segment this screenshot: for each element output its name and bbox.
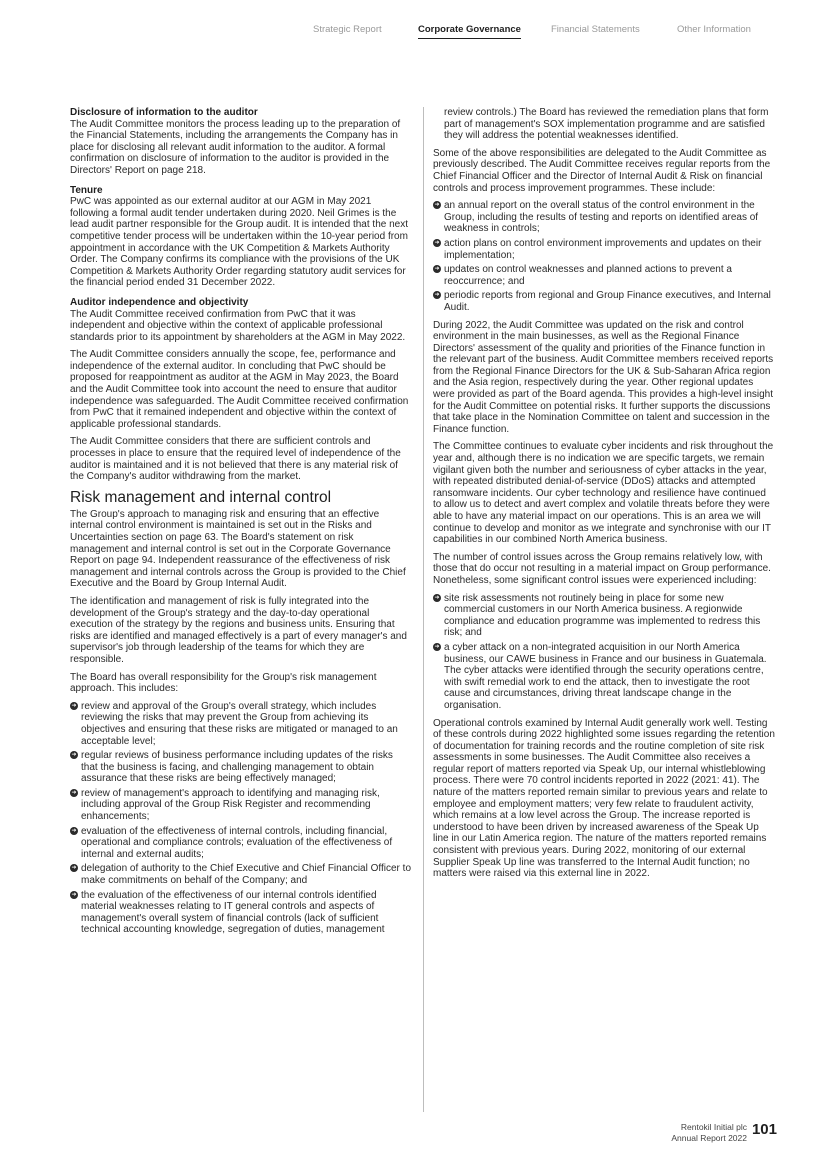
arrow-circle-icon: ➜ (71, 827, 77, 834)
arrow-circle-icon: ➜ (71, 865, 77, 872)
list-item: ➜ an annual report on the overall status of the control environment in the Group, including the results of testing and reports on identified areas of weakness in controls; (434, 200, 759, 235)
left-column (70, 107, 412, 942)
independence-paragraph-1: The Audit Committee received confirmation from PwC that it was independent and objective within the context of applicable professional standards prior to its appointment by shareholders at the AGM in May 2022. (70, 308, 406, 343)
control-issues-list (433, 593, 775, 712)
nav-corporate-governance[interactable]: Corporate Governance (418, 24, 521, 39)
list-item: ➜ review and approval of the Group's overall strategy, which includes reviewing the risks that may prevent the Group from achieving its objectives and ensuring that these risks are mitigated or managed to an acceptable level; (71, 700, 398, 747)
list-item: ➜ delegation of authority to the Chief Executive and Chief Financial Officer to make commitments on behalf of the Company; and (71, 863, 412, 887)
arrow-circle-icon: ➜ (71, 702, 77, 709)
disclosure-heading: Disclosure of information to the auditor (70, 107, 258, 118)
arrow-circle-icon: ➜ (71, 891, 77, 898)
nav-financial-statements[interactable]: Financial Statements (551, 24, 640, 35)
arrow-circle-icon: ➜ (434, 292, 440, 299)
nav-strategic-report[interactable]: Strategic Report (313, 24, 382, 35)
list-item: ➜ evaluation of the effectiveness of internal controls, including financial, operational and compliance controls; evaluation of the effectiveness of internal and external audits; (71, 825, 393, 860)
list-item: ➜ action plans on control environment improvements and updates on their implementation; (434, 237, 762, 261)
list-item: ➜ site risk assessments not routinely being in place for some new commercial customers in our North America business. A regionwide compliance and education programme was implemented to redress this risk; and (434, 592, 761, 639)
page-number: 101 (751, 1121, 777, 1138)
right-paragraph-5: Operational controls examined by Internal Audit generally work well. Testing of these controls during 2022 highlighted some issues regarding the retention of documentation for training records and the routine completion of site risk assessments in some businesses. The Audit Committee also receives a regular report of matters reported via Speak Up, our internal whistleblowing process. There were 70 control incidents reported in 2022 (2021: 41). The nature of the matters reported remain similar to previous years and relate to employee and employment matters; very few relate to fraudulent activity, which remains at a low level across the Group. The increase reported is understood to have been driven by increased awareness of the Speak Up line in our Latin America region. The nature of the matters reported remains consistent with previous years. During 2022, monitoring of our external Supplier Speak Up line was transferred to the Internal Audit function; no matters were raised via this external line in 2022. (433, 717, 775, 880)
risk-section-title: Risk management and internal control (70, 488, 332, 506)
arrow-circle-icon: ➜ (434, 266, 440, 273)
footer-company: Rentokil Initial plc Annual Report 2022 (671, 1122, 747, 1143)
tenure-heading: Tenure (70, 184, 103, 196)
column-divider (423, 107, 424, 1112)
list-item: ➜ a cyber attack on a non-integrated acquisition in our North America business, our CAWE business in France and our business in Guatemala. The cyber attacks were identified through the security operations centre, with swift remedial work to end the attack, then to investigate the root cause and circumstances, driving threat landscape change in the organisation. (434, 641, 767, 711)
risk-paragraph-3: The Board has overall responsibility for the Group's risk management approach. This includes: (70, 671, 377, 695)
right-paragraph-3: The Committee continues to evaluate cyber incidents and risk throughout the year and, although there is no indication we are specific targets, we remain vigilant given both the number and seriousness of cyber attacks in the year, with repeated distributed denial-of-service (DDoS) attacks and attempted ransomware incidents. Our cyber technology and resilience have continued to allow us to detect and avert complex and volatile threats before they were able to have any material impact on our operations. This is an area we will continue to develop and monitor as we integrate and synchronise with our IT capabilities in our combined North America business. (433, 441, 774, 546)
disclosure-text: The Audit Committee monitors the process leading up to the preparation of the Financial Statements, including the arrangements the Company has in place for disclosing all relevant audit information to the auditor. A formal confirmation on disclosure of information to the auditor is provided in the Directors' Report on page 218. (70, 118, 401, 176)
list-item: ➜ regular reviews of business performance including updates of the risks that the business is facing, and challenging management to obtain assurance that these risks are being effectively managed; (71, 750, 393, 785)
top-navigation (0, 24, 825, 40)
board-responsibilities-list (70, 701, 412, 936)
audit-reports-list (433, 200, 775, 313)
list-item: ➜ periodic reports from regional and Group Finance executives, and Internal Audit. (434, 290, 771, 313)
nav-other-information[interactable]: Other Information (677, 24, 751, 35)
right-column (433, 107, 775, 886)
continued-bullet-text: review controls.) The Board has reviewed the remediation plans that form part of management's SOX implementation programme and are satisfied they will address the potential weaknesses identified. (444, 107, 769, 142)
tenure-text: PwC was appointed as our external auditor at our AGM in May 2021 following a formal audit tender undertaken during 2020. Neil Grimes is the lead audit partner responsible for the Group audit. It is intended that the next competitive tender process will be undertaken within the 10-year period from appointment in accordance with the UK Competition & Markets Authority Order. The Company confirms its compliance with the provisions of the UK Competition & Markets Authority Order regarding statutory audit services for the financial period ended 31 December 2022. (70, 196, 408, 289)
independence-paragraph-3: The Audit Committee considers that there are sufficient controls and processes in place to ensure that the required level of independence of the auditor is maintained and it is not believed that there is any material risk of the Company's auditor withdrawing from the market. (70, 436, 401, 483)
arrow-circle-icon: ➜ (434, 594, 440, 601)
independence-paragraph-2: The Audit Committee considers annually the scope, fee, performance and independence of the external auditor. In concluding that PwC should be proposed for reappointment as auditor at the AGM in May 2023, the Board and the Audit Committee took into account the need to ensure that auditor independence was safeguarded. The Audit Committee received confirmation from PwC that it remained independent and objective within the context of applicable professional standards. (70, 349, 409, 430)
right-paragraph-2: During 2022, the Audit Committee was updated on the risk and control environment in the main businesses, as well as the Regional Finance Directors' assessment of the quality and priorities of the Finance function in the relevant part of the business. Audit Committee members received reports from the Regional Finance Directors for the UK & Sub-Saharan Africa region and the Asia region, respectively during the year. Other regional updates were provided as part of the Board agenda. This provides a high-level insight for the Audit Committee on potential risks. It further supports the discussions that take place in the Nomination Committee on talent and succession in the Finance function. (433, 319, 774, 435)
right-paragraph-4: The number of control issues across the Group remains relatively low, with those that do occur not resulting in a material impact on Group performance. Nonetheless, some significant control issues were experienced including: (433, 551, 771, 586)
risk-paragraph-1: The Group's approach to managing risk and ensuring that an effective internal control environment is maintained is set out in the Risks and Uncertainties section on page 63. The Board's statement on risk management and internal control is set out in the Corporate Governance Report on page 94. Independent reassurance of the effectiveness of risk management and internal controls across the Group is provided to the Chief Executive and the Board by Group Internal Audit. (70, 508, 406, 590)
right-paragraph-1: Some of the above responsibilities are delegated to the Audit Committee as previously described. The Audit Committee receives regular reports from the Chief Financial Officer and the Director of Internal Audit & Risk on financial controls and process improvement programmes. These include: (433, 147, 771, 194)
risk-paragraph-2: The identification and management of risk is fully integrated into the development of the Group's strategy and the day-to-day operational execution of the strategy by the regions and business units. Ensuring that risks are identified and managed effectively is a part of every manager's and supervisor's job through leadership of the teams for which they are responsible. (70, 595, 407, 665)
list-item: ➜ updates on control weaknesses and planned actions to prevent a reoccurrence; and (434, 264, 732, 287)
arrow-circle-icon: ➜ (434, 239, 440, 246)
arrow-circle-icon: ➜ (71, 752, 77, 759)
list-item: ➜ the evaluation of the effectiveness of our internal controls identified material weaknesses relating to IT general controls and aspects of management's overall system of financial controls (lack of sufficient technical accounting knowledge, segregation of duties, management (71, 889, 385, 936)
independence-heading: Auditor independence and objectivity (70, 296, 249, 308)
arrow-circle-icon: ➜ (71, 789, 77, 796)
arrow-circle-icon: ➜ (434, 202, 440, 209)
arrow-circle-icon: ➜ (434, 643, 440, 650)
list-item: ➜ review of management's approach to identifying and managing risk, including approval of the Group Risk Register and recommending enhancements; (71, 787, 380, 823)
